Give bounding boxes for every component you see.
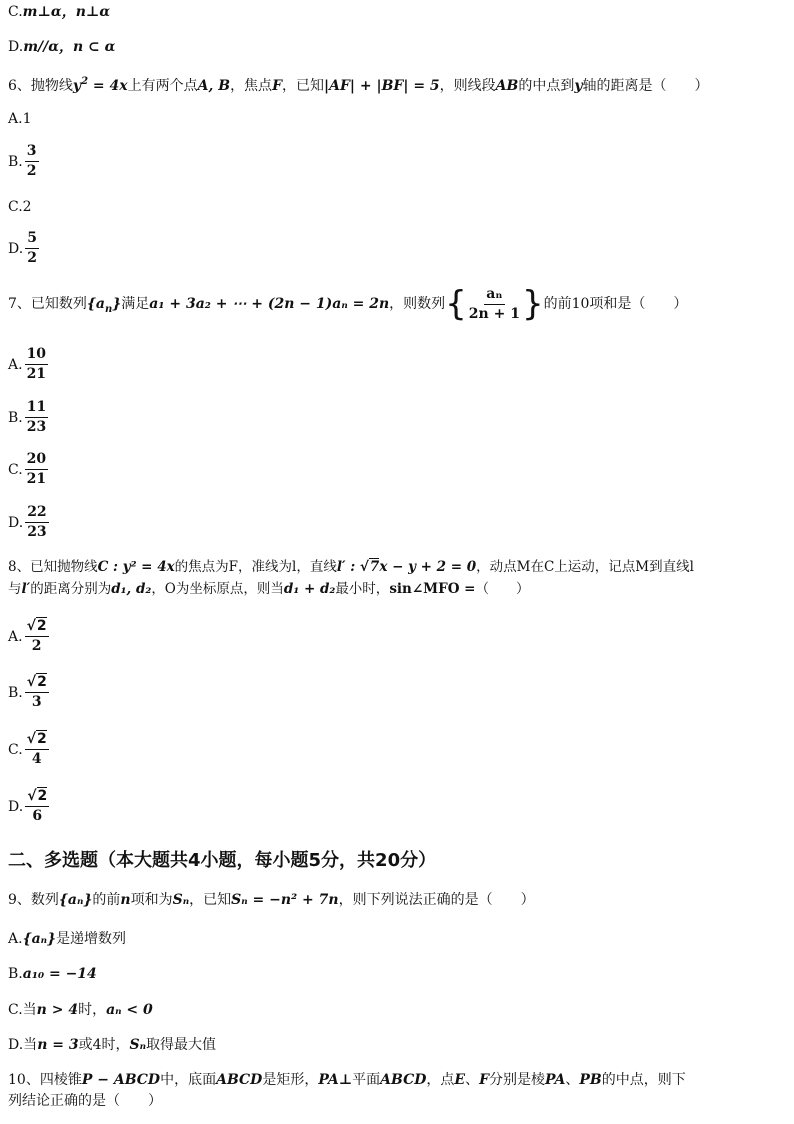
option-label: D. — [8, 514, 24, 531]
q8-text: ，动点M在C上运动，记点M到直线l — [476, 559, 694, 575]
q9-text: 9、数列 — [8, 892, 59, 908]
right-brace: } — [521, 284, 544, 324]
option-math: aₙ < 0 — [106, 1002, 153, 1018]
q10-text: 、 — [565, 1072, 580, 1088]
q10-text: 、 — [465, 1072, 480, 1088]
seq-open: {a — [86, 296, 105, 312]
q8-line-name: l′ — [21, 581, 31, 597]
q9-text: 的前 — [92, 892, 121, 908]
q8-option-b — [8, 674, 786, 711]
q7-option-b — [8, 399, 786, 436]
option-fraction — [25, 230, 39, 267]
q10-pyramid: P − ABCD — [81, 1072, 161, 1088]
fraction-numerator: 22 — [25, 504, 48, 523]
q6-segment: AB — [495, 78, 519, 94]
q7-text: 满足 — [121, 296, 150, 312]
option-label: B. — [8, 966, 23, 982]
q6-text: 轴的距离是（ ） — [582, 78, 709, 94]
q9-option-a — [8, 930, 786, 948]
fraction-denominator: 23 — [27, 524, 47, 540]
q10-stem-line2: 列结论正确的是（ ） — [8, 1093, 162, 1109]
sqrt-symbol: √7 — [359, 559, 380, 575]
q8-sum: d₁ + d₂ — [283, 581, 336, 597]
q6-text: ，已知 — [282, 78, 325, 94]
q9-text: 项和为 — [130, 892, 173, 908]
q9-stem — [8, 891, 786, 909]
option-label: D.当 — [8, 1037, 38, 1053]
fraction-denominator: 2 — [27, 250, 37, 266]
q9-option-b — [8, 965, 786, 983]
q6-points: A, B — [197, 78, 231, 94]
option-math: Sₙ — [129, 1037, 147, 1053]
q8-distances: d₁, d₂ — [111, 581, 152, 597]
option-math: n > 4 — [36, 1002, 79, 1018]
q7-text: 的前10项和是（ ） — [543, 296, 688, 312]
q7-option-a — [8, 346, 786, 383]
option-label: B. — [8, 684, 23, 701]
q10-edge-pa: PA — [545, 1072, 566, 1088]
option-label: B. — [8, 409, 23, 426]
fraction-denominator: 23 — [26, 419, 47, 435]
q5-option-d — [8, 38, 786, 56]
option-label: A. — [8, 931, 23, 947]
q9-text: ，已知 — [189, 892, 232, 908]
option-text: 取得最大值 — [146, 1037, 217, 1053]
option-value: 2 — [22, 199, 32, 215]
q9-option-d — [8, 1036, 786, 1054]
q10-point-e: E — [454, 1072, 466, 1088]
fraction-numerator: 3 — [25, 143, 39, 162]
q7-option-c — [8, 451, 786, 488]
eq-rest: = 4x — [88, 78, 128, 94]
q6-text: ，则线段 — [439, 78, 496, 94]
q6-text: 的中点到 — [518, 78, 575, 94]
option-label: D. — [8, 240, 24, 257]
sqrt-radicand: 2 — [37, 731, 47, 747]
option-fraction — [25, 504, 48, 541]
option-label: C. — [8, 741, 23, 758]
q10-text: 平面 — [352, 1072, 381, 1088]
eq-var: y — [72, 78, 82, 94]
option-fraction — [25, 674, 49, 711]
q7-text: 7、已知数列 — [8, 296, 87, 312]
q8-option-c — [8, 731, 786, 768]
option-fraction — [25, 731, 49, 768]
fraction-numerator: aₙ — [484, 286, 504, 305]
option-fraction — [25, 399, 48, 436]
fraction-numerator: 20 — [25, 451, 48, 470]
option-math: m//α，n ⊂ α — [23, 39, 116, 55]
q6-option-a — [8, 110, 786, 128]
q9-option-c — [8, 1001, 786, 1019]
q10-text: 10、四棱锥 — [8, 1072, 82, 1088]
option-label: A. — [8, 628, 23, 645]
q10-base: ABCD — [216, 1072, 263, 1088]
q8-text: 最小时， — [335, 581, 390, 597]
q8-text: （ ） — [475, 581, 530, 597]
fraction-numerator: √2 — [25, 731, 49, 750]
option-label: A. — [8, 111, 23, 127]
fraction-numerator: √2 — [25, 618, 49, 637]
option-fraction — [25, 618, 49, 655]
option-text: 是递增数列 — [56, 931, 127, 947]
q8-text: 的焦点为F，准线为l，直线 — [174, 559, 337, 575]
q9-equation: Sₙ = −n² + 7n — [231, 892, 339, 908]
section-heading: 二、多选题（本大题共4小题，每小题5分，共20分） — [8, 850, 437, 871]
q10-edge-pb: PB — [579, 1072, 602, 1088]
option-fraction — [25, 143, 39, 180]
q8-line-name: l′ : — [336, 559, 360, 575]
q6-stem — [8, 73, 786, 95]
fraction-denominator: 2 — [26, 163, 37, 179]
q6-text: 上有两个点 — [127, 78, 198, 94]
q6-text: 6、抛物线 — [8, 78, 73, 94]
fraction-denominator: 3 — [31, 694, 42, 710]
option-label: D. — [8, 798, 24, 815]
q10-perp: PA⊥ — [318, 1072, 353, 1088]
eq-sup: 2 — [81, 76, 89, 87]
q8-text: 的距离分别为 — [30, 581, 112, 597]
fraction-denominator: 4 — [31, 751, 42, 767]
option-value: 1 — [22, 111, 32, 127]
option-label: C. — [8, 4, 23, 20]
option-fraction — [25, 788, 49, 825]
option-math: n = 3 — [37, 1037, 79, 1053]
q6-eq — [73, 78, 128, 94]
q9-sn: Sₙ — [172, 892, 190, 908]
left-brace: { — [445, 284, 467, 324]
q10-text: 是矩形， — [262, 1072, 319, 1088]
q6-option-d — [8, 230, 786, 267]
sqrt-radicand: 7 — [369, 559, 380, 575]
q10-text: 中，底面 — [160, 1072, 217, 1088]
q10-point-f: F — [479, 1072, 490, 1088]
q8-text: 8、已知抛物线 — [8, 559, 98, 575]
q6-option-c — [8, 198, 786, 216]
fraction-numerator: √2 — [25, 674, 49, 693]
q6-focus: F — [272, 78, 283, 94]
option-math: m⊥α，n⊥α — [22, 4, 111, 20]
q10-stem-line1 — [8, 1071, 786, 1089]
q8-stem-line2 — [8, 580, 786, 598]
seq-close: } — [112, 296, 122, 312]
q7-option-d — [8, 504, 786, 541]
fraction-denominator: 21 — [26, 366, 47, 382]
q10-text: ，点 — [426, 1072, 455, 1088]
q7-sequence — [86, 296, 122, 315]
option-label: C. — [8, 199, 23, 215]
option-label: C. — [8, 461, 23, 478]
fraction-denominator: 2 — [31, 638, 42, 654]
fraction-denominator: 21 — [26, 471, 47, 487]
fraction-numerator: 11 — [25, 399, 48, 418]
option-fraction — [25, 451, 48, 488]
q8-option-d — [8, 788, 786, 825]
q6-axis: y — [574, 78, 583, 94]
q6-text: ，焦点 — [230, 78, 273, 94]
option-text: 或4时， — [78, 1037, 130, 1053]
q8-curve: C : y² = 4x — [97, 559, 175, 575]
q8-sine: sin∠MFO = — [389, 581, 476, 597]
option-math: a₁₀ = −14 — [22, 966, 97, 982]
option-text: 时， — [78, 1002, 107, 1018]
q8-option-a — [8, 618, 786, 655]
sqrt-radicand: 2 — [37, 674, 47, 690]
fraction-numerator: 10 — [25, 346, 48, 365]
q10-text: 的中点，则下 — [601, 1072, 686, 1088]
q9-text: ，则下列说法正确的是（ ） — [338, 892, 535, 908]
q10-plane: ABCD — [380, 1072, 427, 1088]
sqrt-radicand: 2 — [36, 618, 47, 634]
q8-text: ，O为坐标原点，则当 — [151, 581, 284, 597]
q9-sequence: {aₙ} — [58, 892, 93, 908]
q8-text: 与 — [8, 581, 22, 597]
option-fraction — [25, 346, 48, 383]
q7-fraction — [467, 286, 522, 323]
option-label: C.当 — [8, 1002, 37, 1018]
option-label: B. — [8, 153, 23, 170]
sqrt-radicand: 2 — [37, 788, 48, 804]
q7-stem — [8, 284, 786, 330]
q8-line-eq: x − y + 2 = 0 — [379, 559, 477, 575]
option-label: A. — [8, 356, 23, 373]
q5-option-c — [8, 3, 786, 21]
q8-stem-line1 — [8, 558, 786, 576]
fraction-denominator: 6 — [32, 808, 43, 824]
seq-sub: n — [105, 304, 113, 315]
fraction-denominator: 2n + 1 — [468, 305, 520, 322]
q7-text: ，则数列 — [389, 296, 446, 312]
q7-equation: a₁ + 3a₂ + ⋯ + (2n − 1)aₙ = 2n — [149, 296, 390, 312]
q6-option-b — [8, 143, 786, 180]
option-label: D. — [8, 39, 24, 55]
q10-text: 分别是棱 — [489, 1072, 546, 1088]
q6-condition: |AF| + |BF| = 5 — [324, 78, 440, 94]
fraction-numerator: √2 — [25, 788, 49, 807]
option-math: {aₙ} — [22, 931, 57, 947]
fraction-numerator: 5 — [25, 230, 39, 249]
q9-n: n — [120, 892, 131, 908]
